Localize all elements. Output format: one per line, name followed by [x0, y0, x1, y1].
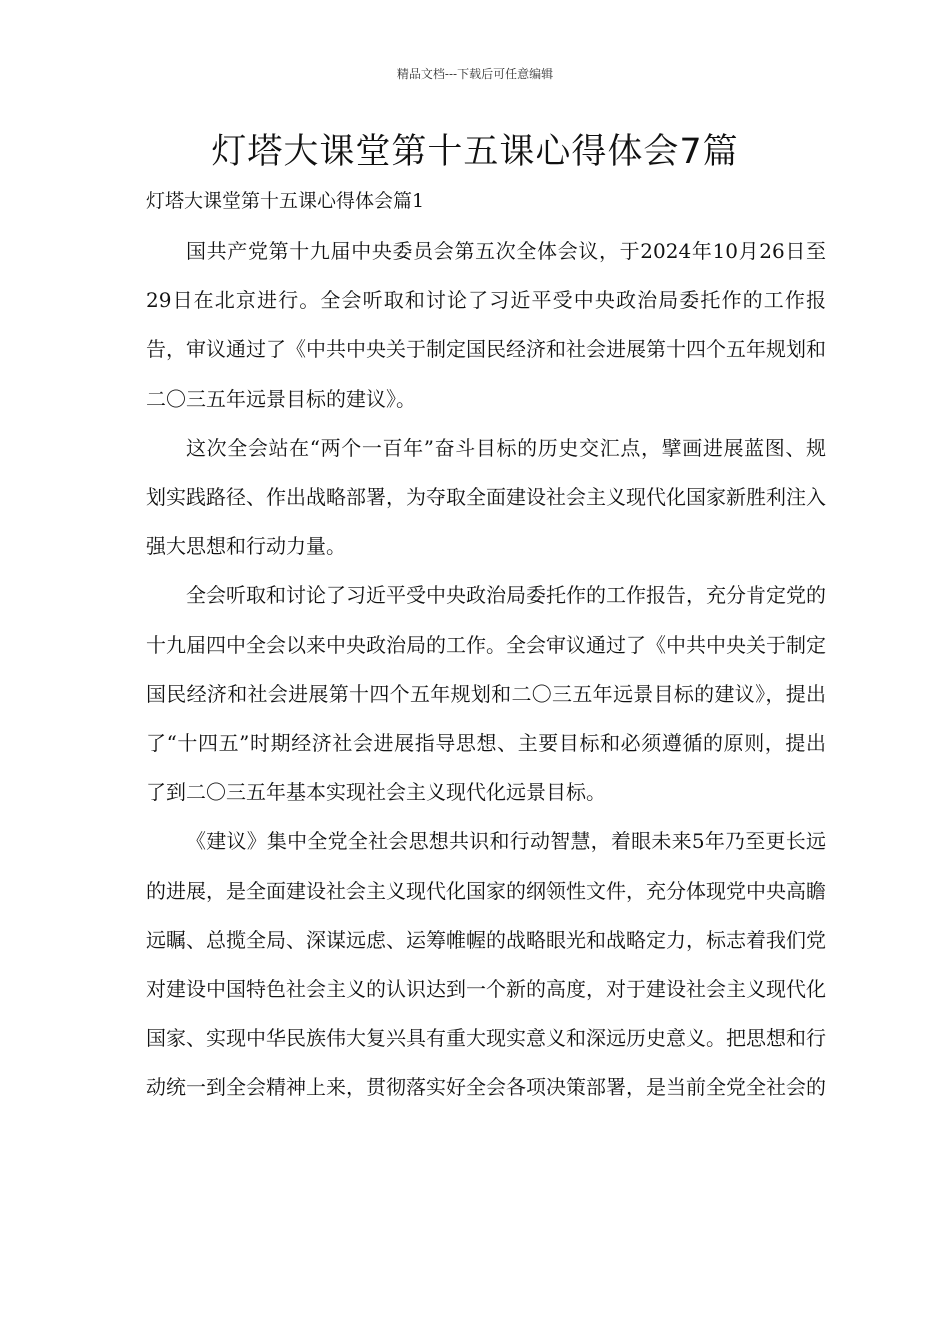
page-header-watermark: 精品文档---下载后可任意编辑	[396, 67, 554, 81]
document-title: 灯塔大课堂第十五课心得体会7篇	[211, 132, 739, 172]
section-title: 灯塔大课堂第十五课心得体会篇1	[146, 190, 425, 212]
body-paragraph: 这次全会站在“两个一百年”奋斗目标的历史交汇点，擘画进展蓝图、规划实践路径、作出战略部署，为夺取全面建设社会主义现代化国家新胜利注入强大思想和行动力量。	[146, 435, 826, 559]
body-paragraph: 国共产党第十九届中央委员会第五次全体会议，于2024年10月26日至29日在北京进行。全会听取和讨论了习近平受中央政治局委托作的工作报告，审议通过了《中共中央关于制定国民经济和社会进展第十四个五年规划和二〇三五年远景目标的建议》。	[146, 239, 826, 411]
document-body	[146, 227, 826, 1113]
body-paragraph: 全会听取和讨论了习近平受中央政治局委托作的工作报告，充分肯定党的十九届四中全会以来中央政治局的工作。全会审议通过了《中共中央关于制定国民经济和社会进展第十四个五年规划和二〇三五年远景目标的建议》，提出了“十四五”时期经济社会进展指导思想、主要目标和必须遵循的原则，提出了到二〇三五年基本实现社会主义现代化远景目标。	[146, 583, 826, 805]
body-paragraph: 《建议》集中全党全社会思想共识和行动智慧，着眼未来5年乃至更长远的进展，是全面建设社会主义现代化国家的纲领性文件，充分体现党中央高瞻远瞩、总揽全局、深谋远虑、运筹帷幄的战略眼光和战略定力，标志着我们党对建设中国特色社会主义的认识达到一个新的高度，对于建设社会主义现代化国家、实现中华民族伟大复兴具有重大现实意义和深远历史意义。把思想和行动统一到全会精神上来，贯彻落实好全会各项决策部署，是当前全党全社会的	[146, 829, 826, 1100]
